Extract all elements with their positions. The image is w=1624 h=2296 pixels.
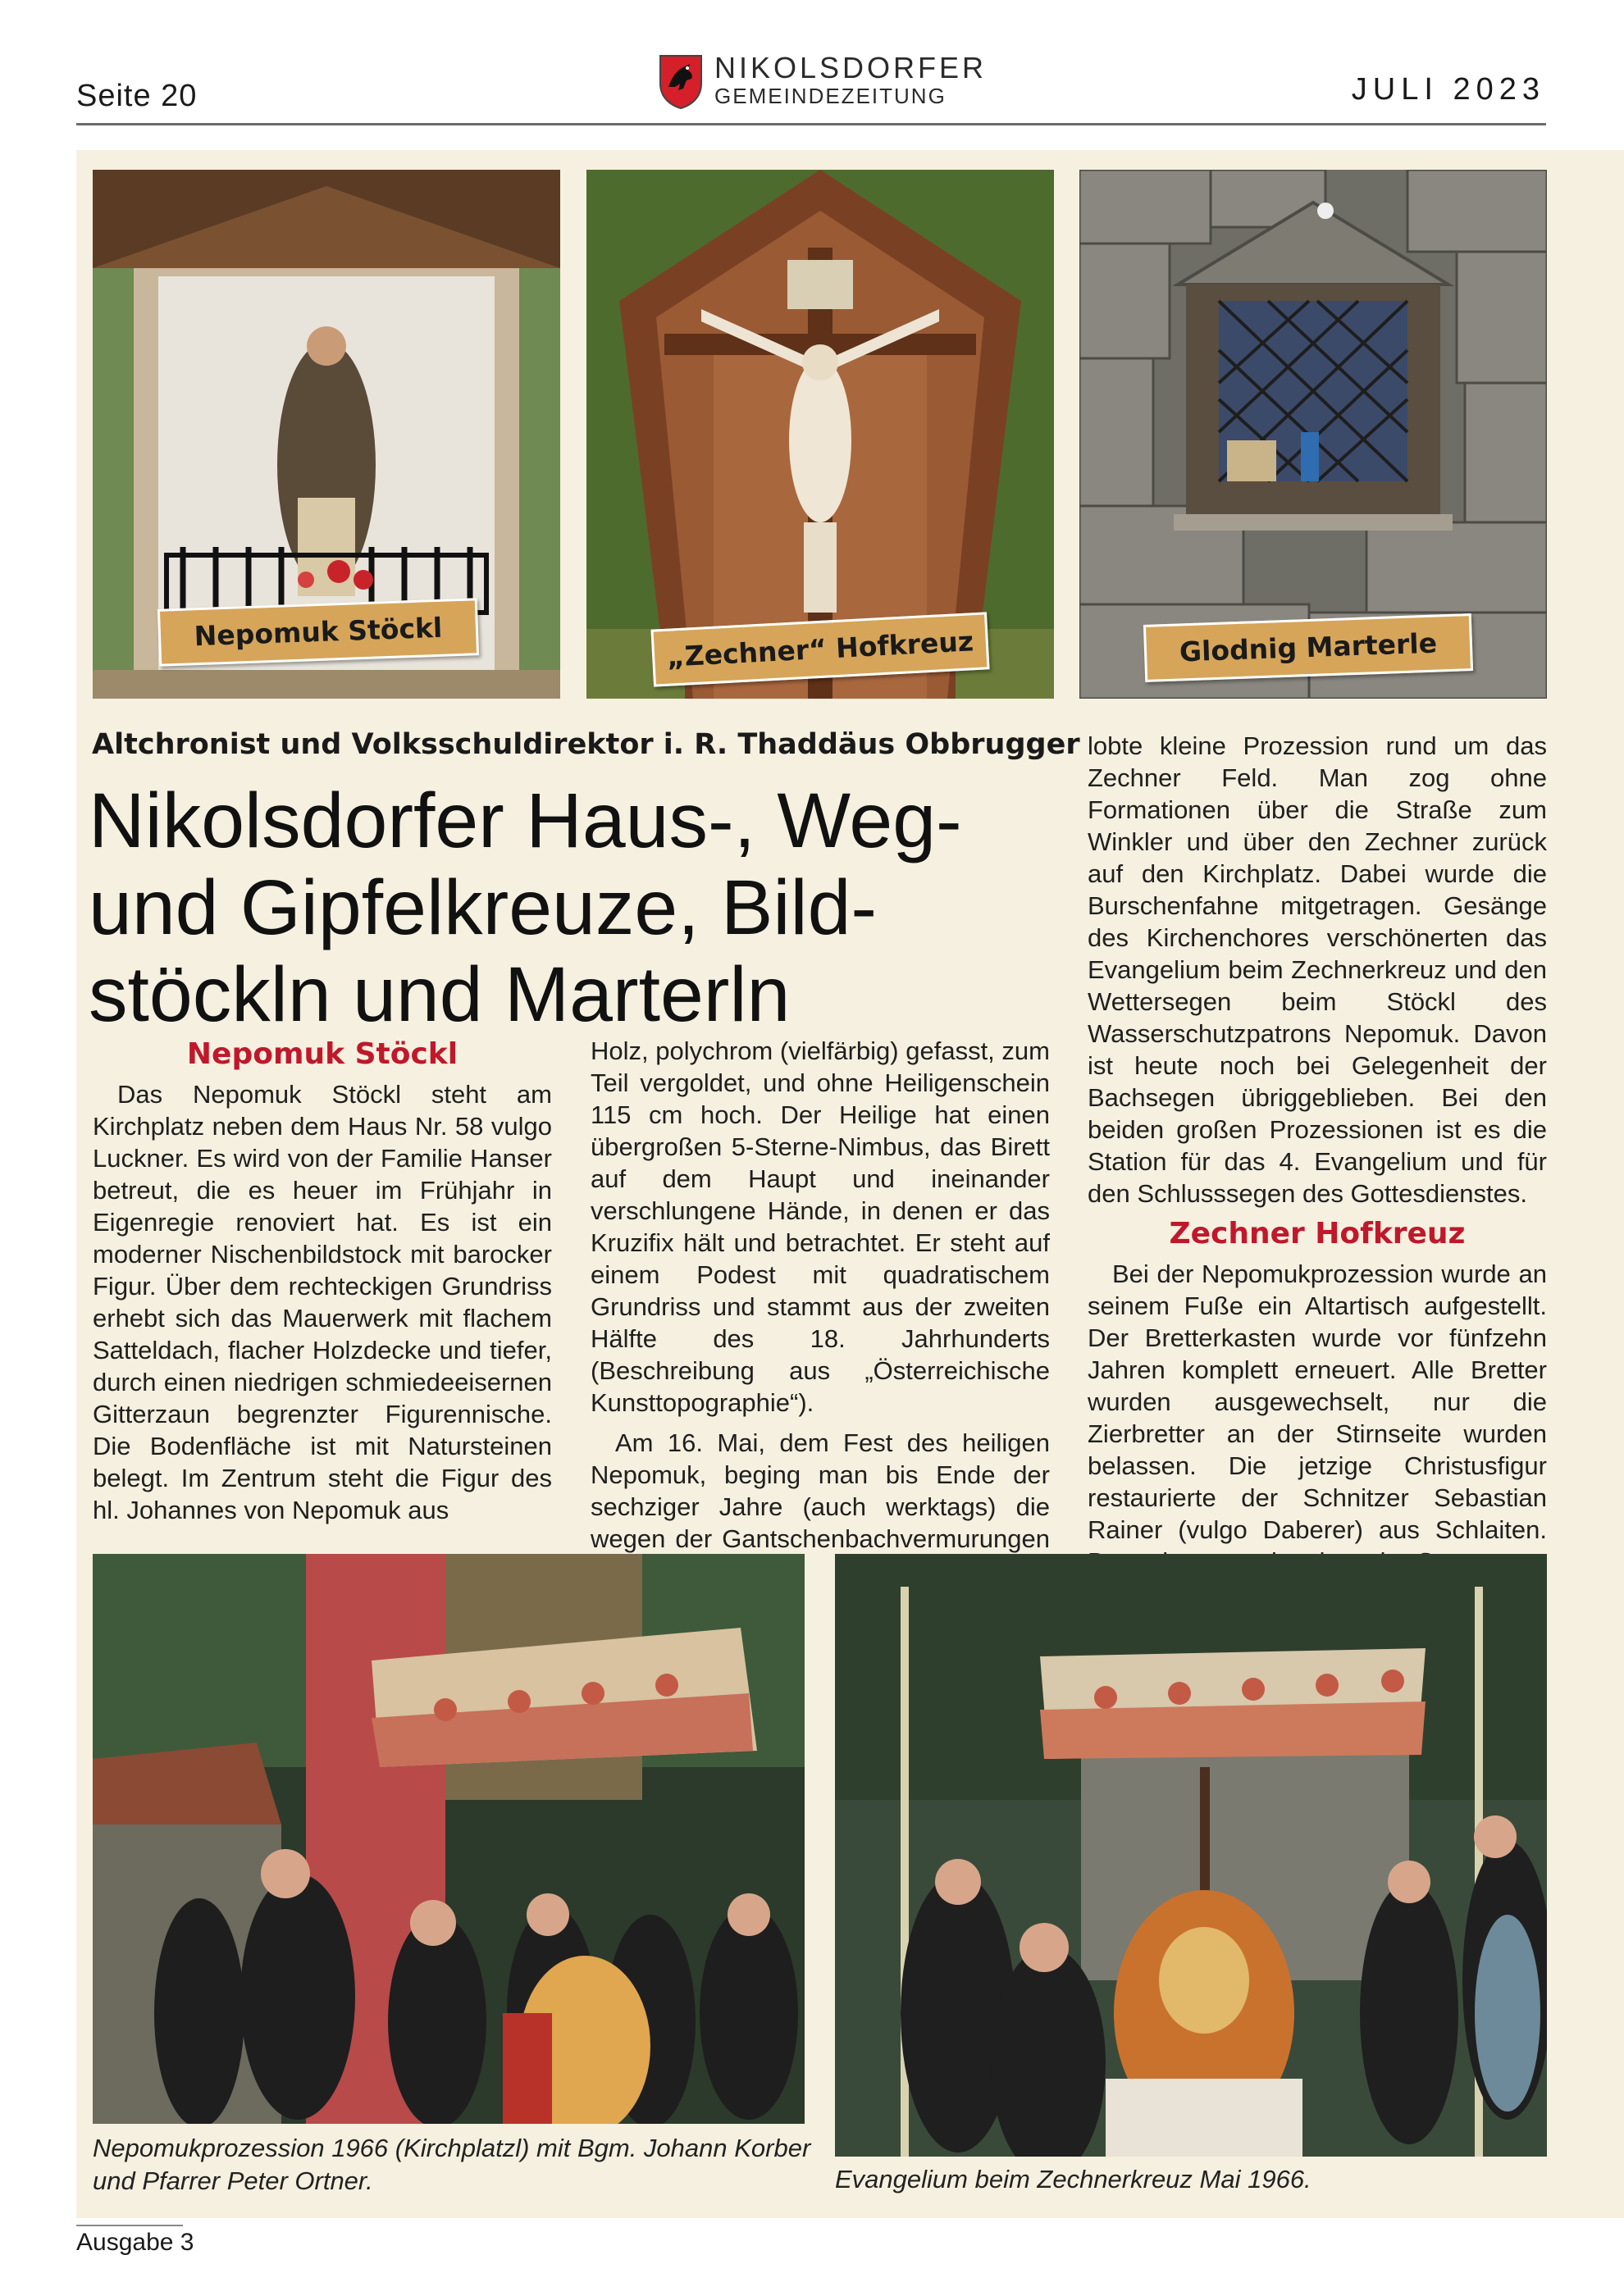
photo-nepomukprozession-1966 — [93, 1554, 805, 2124]
paragraph: Am 16. Mai, dem Fest des heiligen Nepomuk, beging man bis Ende der sechziger Jahre (auch werktags) die wegen der Gantschenbachvermurungen — [591, 1428, 1050, 1553]
paragraph: Holz, polychrom (vielfärbig) gefasst, zum Teil vergoldet, und ohne Heiligenschein 115 cm hoch. Der Heilige hat einen übergroßen 5-Sterne-Nimbus, das Birett auf dem Haupt und ineinander verschlungene Hände, in denen er das Kruzifix hält und betrachtet. Er steht auf einem Podest mit quadratischem Grundriss und stammt aus der zweiten Hälfte des 18. Jahrhunderts (Beschreibung aus „Österreichische Kunsttopographie“). — [591, 1036, 1050, 1417]
masthead-subtitle: GEMEINDEZEITUNG — [714, 84, 947, 108]
paragraph: Bei der Nepomukprozession wurde an seinem Fuße ein Altartisch aufgestellt. Der Bretterkasten wurde vor fünfzehn Jahren komplett erneuert. Alle Bretter wurden ausgewechselt, nur die Zierbretter an der Stirnseite wurden belassen. Die jetzige Christusfigur restaurierte der Schnitzer Sebastian Rainer (vulgo Daberer) aus Schlaiten. — [1088, 1260, 1547, 1544]
issue-date: JULI 2023 — [1351, 72, 1545, 107]
photo-label-zechner: „Zechner“ Hofkreuz — [650, 612, 989, 686]
coat-of-arms-icon — [659, 54, 703, 110]
article-headline: Nikolsdorfer Haus-, Weg- und Gipfelkreuze, Bildstöckln und Marterln — [89, 777, 962, 1038]
photo-label-glodnig: Glodnig Marterle — [1143, 613, 1473, 682]
header-divider — [76, 123, 1546, 125]
subheading-nepomuk: Nepomuk Stöckl — [186, 1037, 458, 1071]
footer-divider — [76, 2225, 183, 2226]
page-number: Seite 20 — [76, 79, 198, 113]
article-column-1 — [93, 1035, 552, 1534]
paragraph: Das Nepomuk Stöckl steht am Kirchplatz neben dem Haus Nr. 58 vulgo Luckner. Es wird von der Familie Hanser betreut, die es heuer im Frühjahr in Eigenregie renoviert hat. Es ist ein moderner Nischenbildstock mit barocker Figur. Über dem rechteckigen Grundriss erhebt sich das Mauerwerk mit flachem Satteldach, flacher Holzdecke und tiefer, durch einen niedrigen schmiedeeisernen Gitterzaun begrenzter Figurennische. Die Bodenfläche ist mit Natursteinen belegt. Im Zentrum steht die Figur des hl. Johannes von Nepomuk aus — [93, 1080, 552, 1524]
photo-label-nepomuk: Nepomuk Stöckl — [157, 598, 479, 667]
article-byline: Altchronist und Volksschuldirektor i. R. Thaddäus Obbrugger — [92, 728, 1080, 761]
caption-right: Evangelium beim Zechnerkreuz Mai 1966. — [835, 2165, 1312, 2194]
masthead-title: NIKOLSDORFER — [714, 51, 988, 84]
subheading-zechner: Zechner Hofkreuz — [1169, 1217, 1466, 1250]
photo-evangelium-zechnerkreuz-1966 — [835, 1554, 1547, 2157]
masthead — [659, 49, 988, 116]
paragraph: lobte kleine Prozession rund um das Zechner Feld. Man zog ohne Formationen über die Straße zum Winkler und über den Zechner zurück auf den Kirchplatz. Dabei wurde die Burschenfahne mitgetragen. Gesänge des Kirchenchores verschönerten das Evangelium beim Zechnerkreuz und den Wettersegen beim Stöckl des Wasserschutzpatrons Nepomuk. Davon ist heute noch bei Gelegenheit der Bachsegen übriggeblieben. Bei den beiden großen Prozessionen ist es die Station für das 4. Evangelium und für den Schlusssegen des Gottesdienstes. — [1088, 731, 1547, 1208]
article-column-3 — [1088, 730, 1547, 1586]
caption-left: Nepomukprozession 1966 (Kirchplatzl) mit Bgm. Johann Korber und Pfarrer Peter Ortner. — [93, 2134, 811, 2195]
issue-number: Ausgabe 3 — [76, 2229, 194, 2256]
article-column-2 — [591, 1035, 1050, 1595]
